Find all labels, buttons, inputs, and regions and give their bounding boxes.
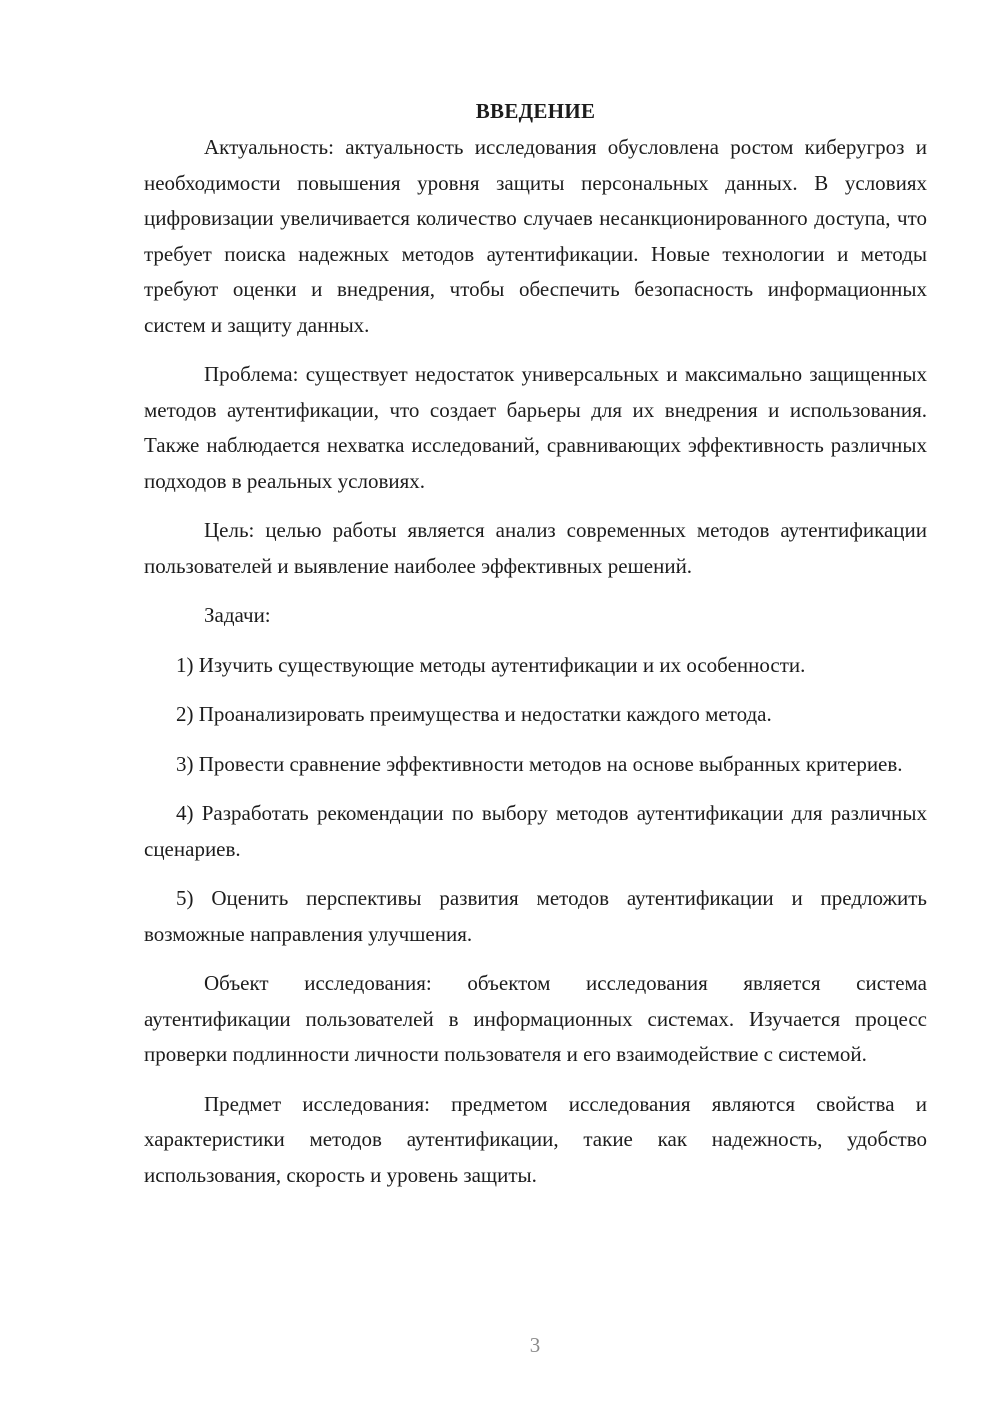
task-item-5: 5) Оценить перспективы развития методов аутентификации и предложить возможные направления улучшения.: [144, 886, 927, 946]
task-item-2: 2) Проанализировать преимущества и недостатки каждого метода.: [176, 702, 772, 726]
page-content: [144, 96, 927, 1207]
task-item-1: 1) Изучить существующие методы аутентификации и их особенности.: [176, 652, 806, 677]
paragraph-relevance: Актуальность: актуальность исследования обусловлена ростом киберугроз и необходимости повышения уровня защиты персональных данных. В условиях цифровизации увеличивается количество случаев несанкционированного доступа, что требует поиска надежных методов аутентификации. Новые технологии и методы требуют оценки и внедрения, чтобы обеспечить безопасность информационных систем и защиту данных.: [144, 135, 927, 337]
paragraph-object: Объект исследования: объектом исследования является система аутентификации пользователей в информационных системах. Изучается процесс проверки подлинности личности пользователя и его взаимодействие с системой.: [144, 971, 927, 1066]
task-item-3: 3) Провести сравнение эффективности методов на основе выбранных критериев.: [176, 751, 903, 776]
page-number: 3: [529, 1333, 541, 1357]
task-item-4: 4) Разработать рекомендации по выбору методов аутентификации для различных сценариев.: [144, 801, 927, 861]
paragraph-subject: Предмет исследования: предметом исследования являются свойства и характеристики методов аутентификации, такие как надежность, удобство использования, скорость и уровень защиты.: [144, 1091, 927, 1187]
tasks-heading: Задачи:: [204, 603, 271, 627]
paragraph-problem: Проблема: существует недостаток универсальных и максимально защищенных методов аутентификации, что создает барьеры для их внедрения и использования. Также наблюдается нехватка исследований, сравнивающих эффективность различных подходов в реальных условиях.: [144, 362, 927, 493]
paragraph-goal: Цель: целью работы является анализ современных методов аутентификации пользователей и выявление наиболее эффективных решений.: [144, 518, 927, 578]
section-title: ВВЕДЕНИЕ: [475, 99, 596, 123]
